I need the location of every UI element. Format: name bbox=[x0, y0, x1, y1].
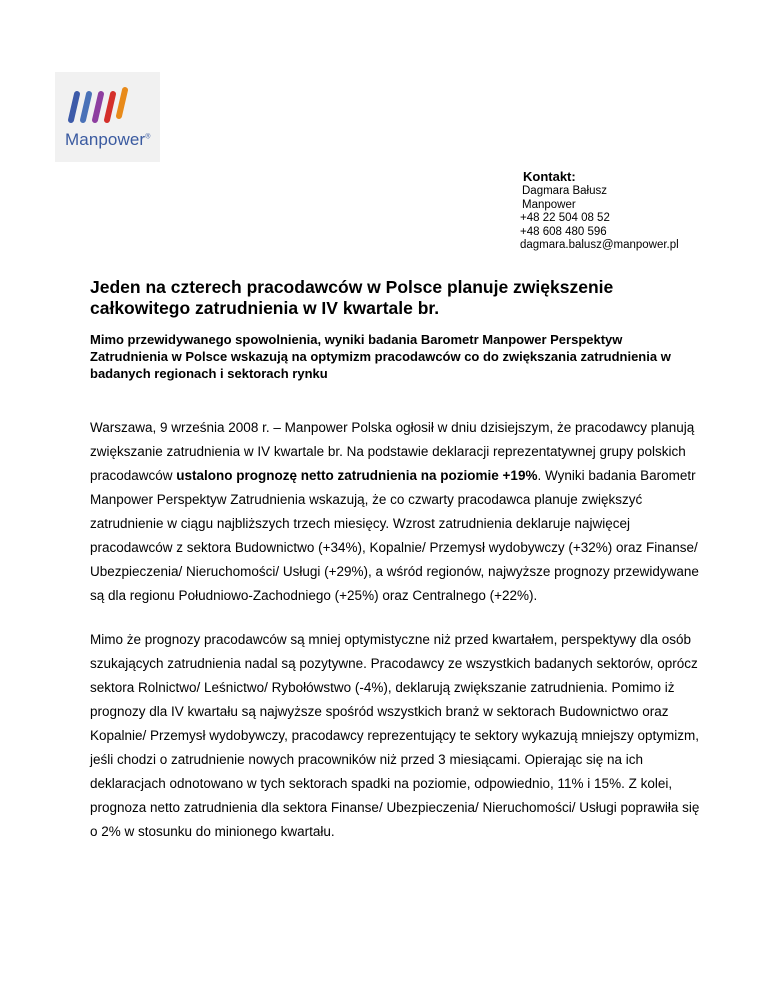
logo-wordmark: Manpower® bbox=[65, 130, 151, 149]
contact-label: Kontakt: bbox=[523, 169, 576, 184]
manpower-logo bbox=[55, 72, 160, 162]
manpower-logo-icon bbox=[65, 84, 149, 124]
paragraph-2: Mimo że prognozy pracodawców są mniej optymistyczne niż przed kwartałem, perspektywy dla osób szukających zatrudnienia nadal są pozytywne. Pracodawcy ze wszystkich badanych sektorów, oprócz sektora Rolnictwo/ Leśnictwo/ Rybołówstwo (-4%), deklarują zwiększanie zatrudnienia. Pomimo iż prognozy dla IV kwartału są najwyższe spośród wszystkich branż w sektorach Budownictwo oraz Kopalnie/ Przemysł wydobywczy, pracodawcy reprezentujący te sektory wykazują mniejszy optymizm, jeśli chodzi o zatrudnienie nowych pracowników niż przed 3 miesiącami. Opierając się na ich deklaracjach odnotowano w tych sektorach spadki na poziomie, odpowiednio, 11% i 15%. Z kolei, prognoza netto zatrudnienia dla sektora Finanse/ Ubezpieczenia/ Nieruchomości/ Usługi poprawiła się o 2% w stosunku do minionego kwartału. bbox=[90, 632, 700, 839]
contact-block bbox=[520, 170, 679, 252]
headline: Jeden na czterech pracodawców w Polsce planuje zwiększenie całkowitego zatrudnienia w IV kwartale br. bbox=[90, 277, 614, 318]
paragraph-1-rest: . Wyniki badania Barometr Manpower Perspektyw Zatrudnienia wskazują, że co czwarty pracodawca planuje zwiększyć zatrudnienie w ciągu najbliższych trzech miesięcy. Wzrost zatrudnienia deklaruje najwięcej pracodawców z sektora Budownictwo (+34%), Kopalnie/ Przemysł wydobywczy (+32%) oraz Finanse/ Ubezpieczenia/ Nieruchomości/ Usługi (+29%), a wśród regionów, najwyższe prognozy przewidywane są dla regionu Południowo-Zachodniego (+25%) oraz Centralnego (+22%). bbox=[90, 468, 699, 603]
contact-name: Dagmara Bałusz bbox=[522, 185, 608, 198]
contact-company: Manpower bbox=[522, 198, 576, 211]
paragraph-1-lead: Warszawa, 9 września 2008 r. – Manpower Polska ogłosił w dniu dzisiejszym, że pracodawcy planują zwiększanie zatrudnienia w IV kwartale br. Na podstawie deklaracji reprezentatywnej grupy polskich pracodawców bbox=[90, 420, 695, 483]
contact-phone-2: +48 608 480 596 bbox=[520, 225, 607, 238]
subheadline: Mimo przewidywanego spowolnienia, wyniki badania Barometr Manpower Perspektyw Zatrudnienia w Polsce wskazują na optymizm pracodawców co do zwiększania zatrudnienia w badanych regionach i sektorach rynku bbox=[90, 332, 671, 381]
paragraph-1 bbox=[90, 416, 710, 608]
contact-email: dagmara.balusz@manpower.pl bbox=[520, 239, 679, 252]
contact-phone-1: +48 22 504 08 52 bbox=[520, 212, 610, 225]
paragraph-1-highlight: ustalono prognozę netto zatrudnienia na poziomie +19% bbox=[176, 468, 538, 483]
